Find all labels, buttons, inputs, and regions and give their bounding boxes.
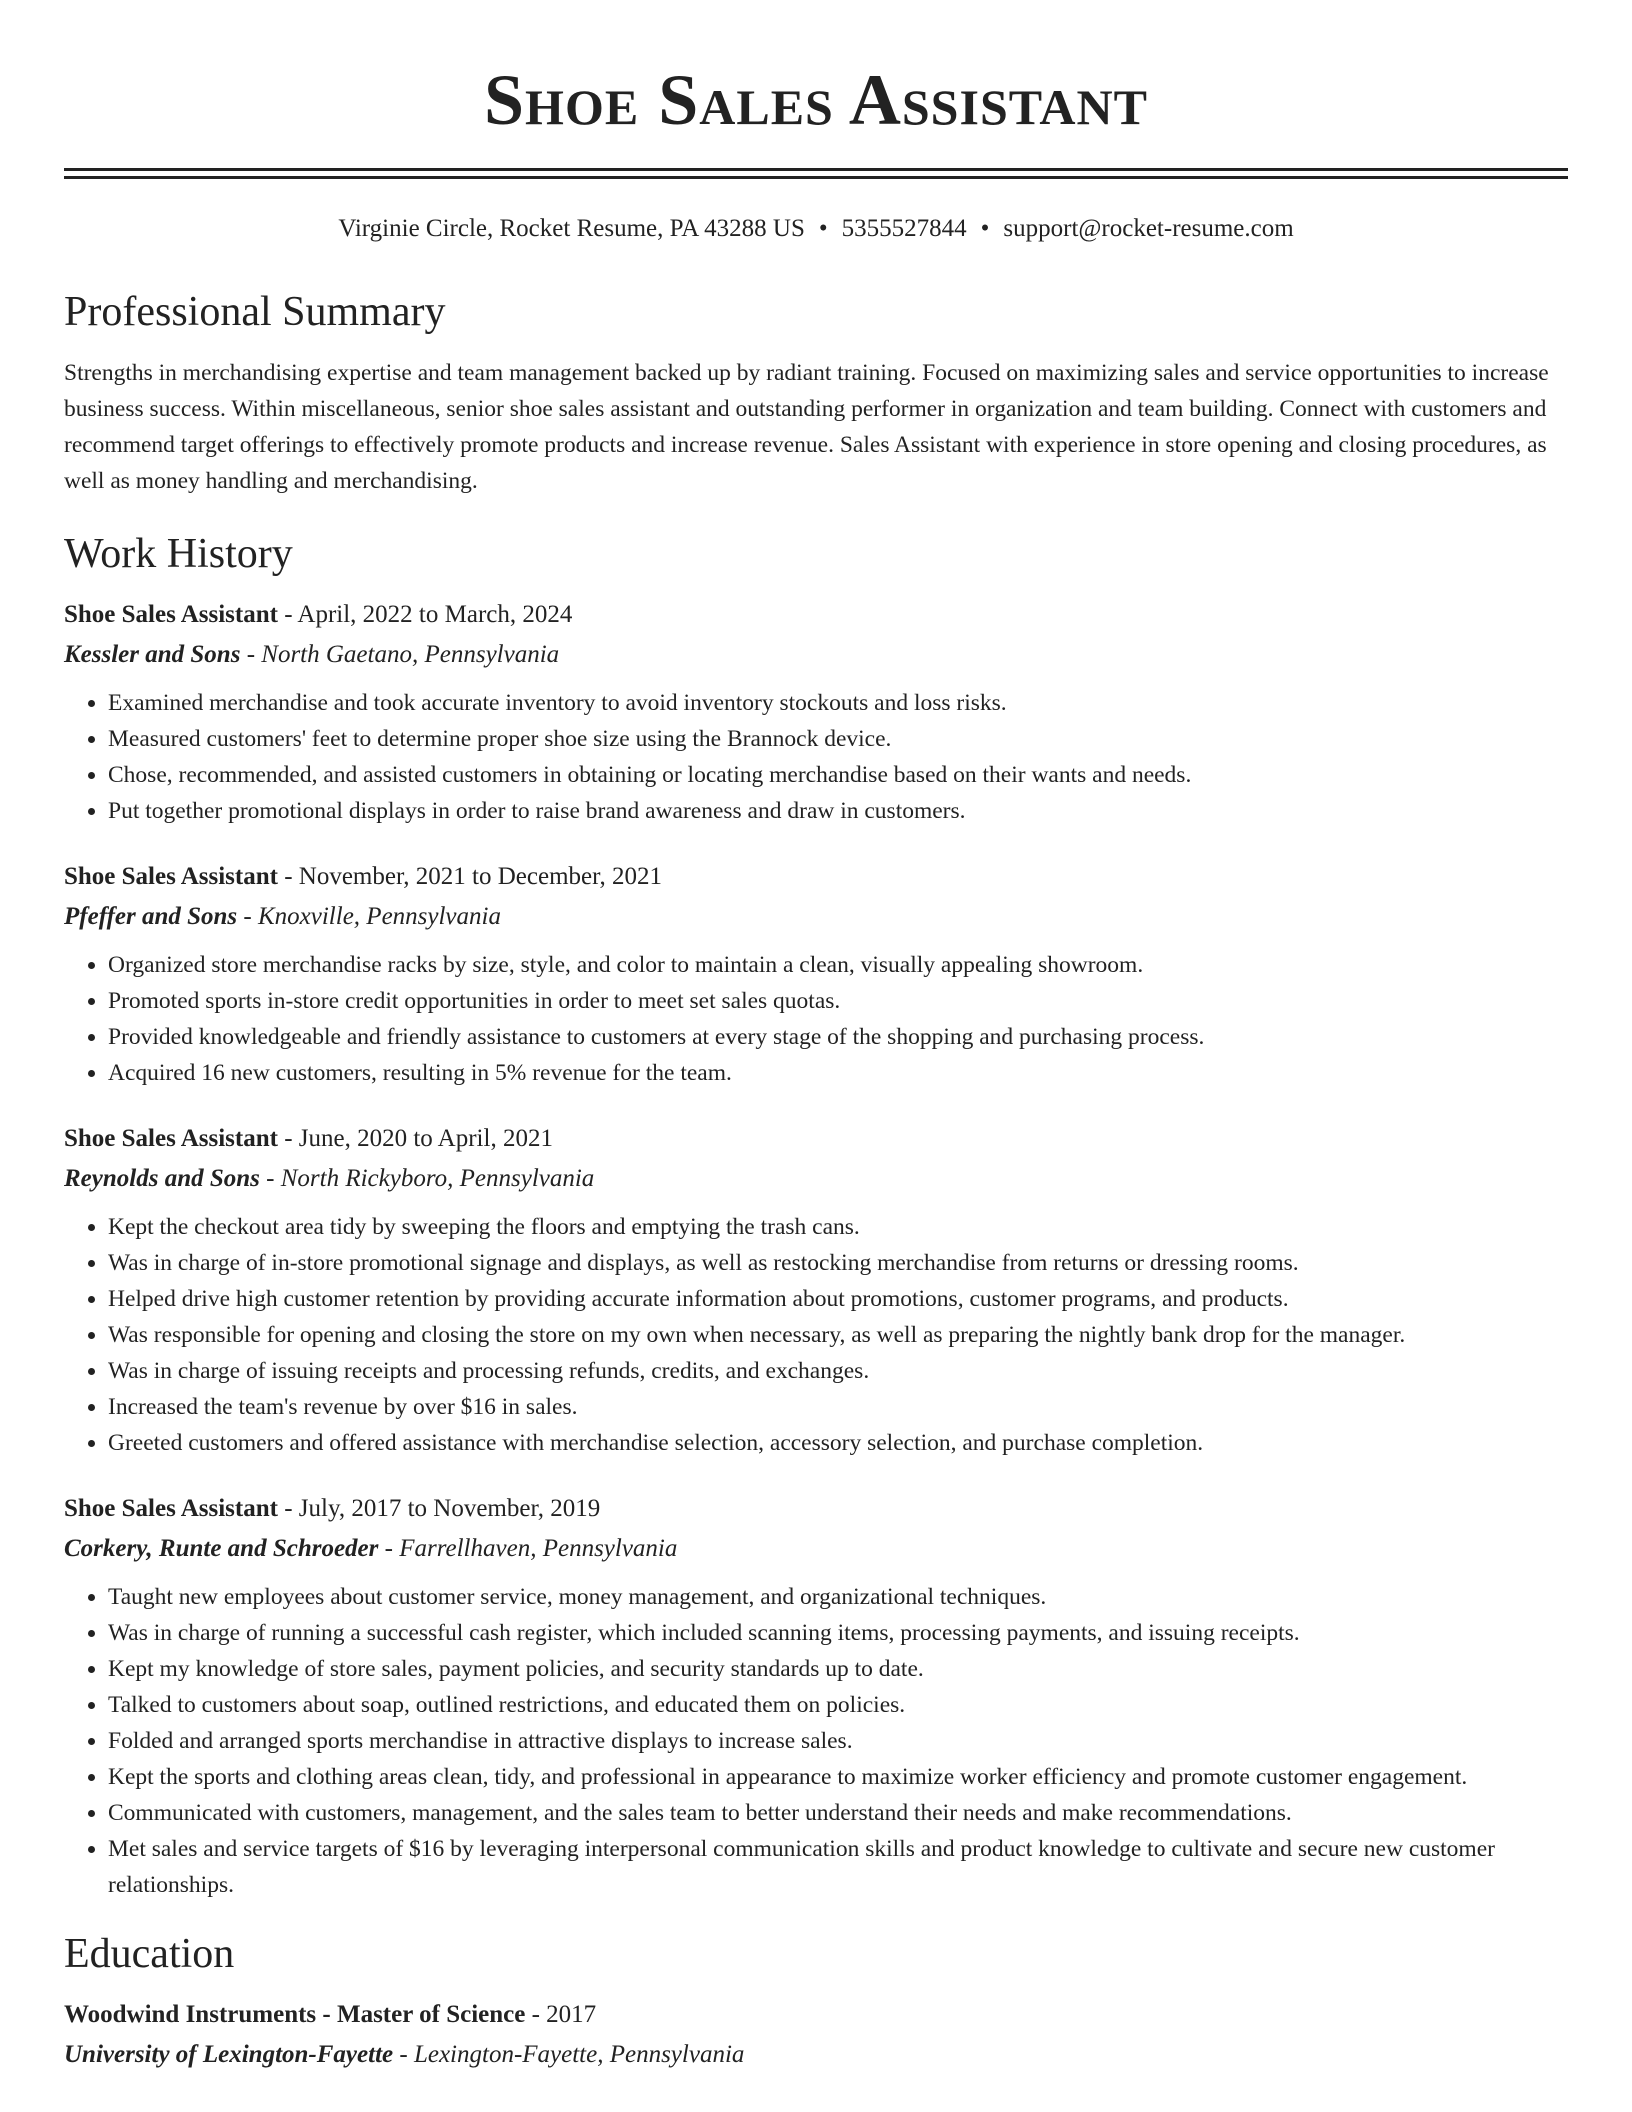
job-bullet: • Kept my knowledge of store sales, payment policies, and security standards up to date. bbox=[108, 1651, 1568, 1687]
job-bullet: • Greeted customers and offered assistance with merchandise selection, accessory selection, and purchase completion. bbox=[108, 1425, 1568, 1461]
job-entry bbox=[64, 1489, 1568, 1903]
education-school: University of Lexington-Fayette bbox=[64, 2041, 394, 2068]
job-role: Shoe Sales Assistant bbox=[64, 1125, 278, 1152]
job-bullet: • Promoted sports in-store credit opportunities in order to meet set sales quotas. bbox=[108, 983, 1568, 1019]
job-dates: - June, 2020 to April, 2021 bbox=[277, 1125, 553, 1152]
job-bullet: • Chose, recommended, and assisted customers in obtaining or locating merchandise based on their wants and needs. bbox=[108, 757, 1568, 793]
summary-text: Strengths in merchandising expertise and team management backed up by radiant training. Focused on maximizing sales and service opportunities to increase business success. Within miscellaneous, senior shoe sales assistant and outstanding performer in organization and team building. Connect with customers and recommend target offerings to effectively promote products and increase revenue. Sales Assistant with experience in store opening and closing procedures, as well as money handling and merchandising. bbox=[64, 360, 1549, 494]
job-header bbox=[64, 595, 1568, 635]
job-header bbox=[64, 1119, 1568, 1159]
job-bullet: • Put together promotional displays in order to raise brand awareness and draw in customers. bbox=[108, 793, 1568, 829]
job-company: Pfeffer and Sons bbox=[64, 903, 238, 930]
job-dates: - July, 2017 to November, 2019 bbox=[277, 1495, 601, 1522]
job-bullet: • Was responsible for opening and closing the store on my own when necessary, as well as preparing the nightly bank drop for the manager. bbox=[108, 1317, 1568, 1353]
job-bullet: • Kept the checkout area tidy by sweeping the floors and emptying the trash cans. bbox=[108, 1209, 1568, 1245]
job-bullet: • Organized store merchandise racks by size, style, and color to maintain a clean, visually appealing showroom. bbox=[108, 947, 1568, 983]
education-location: - Lexington-Fayette, Pennsylvania bbox=[393, 2041, 745, 2068]
job-bullet: • Measured customers' feet to determine proper shoe size using the Brannock device. bbox=[108, 721, 1568, 757]
education-degree: Woodwind Instruments - Master of Science bbox=[64, 2001, 526, 2028]
job-bullets bbox=[64, 947, 1568, 1091]
contact-address: Virginie Circle, Rocket Resume, PA 43288 US bbox=[338, 215, 805, 242]
job-employer bbox=[64, 1159, 1568, 1199]
job-header bbox=[64, 1489, 1568, 1529]
job-location: - Farrellhaven, Pennsylvania bbox=[378, 1535, 678, 1562]
contact-line bbox=[64, 213, 1568, 245]
job-company: Reynolds and Sons bbox=[64, 1165, 260, 1192]
education-school-line bbox=[64, 2035, 1568, 2075]
job-role: Shoe Sales Assistant bbox=[64, 1495, 278, 1522]
job-employer bbox=[64, 635, 1568, 675]
education-heading: Education bbox=[64, 1931, 235, 1977]
job-bullet: • Talked to customers about soap, outlined restrictions, and educated them on policies. bbox=[108, 1687, 1568, 1723]
education-header bbox=[64, 1995, 1568, 2035]
job-bullet: • Examined merchandise and took accurate inventory to avoid inventory stockouts and loss risks. bbox=[108, 685, 1568, 721]
job-bullet: • Was in charge of in-store promotional signage and displays, as well as restocking merchandise from returns or dressing rooms. bbox=[108, 1245, 1568, 1281]
job-dates: - November, 2021 to December, 2021 bbox=[277, 863, 662, 890]
job-employer bbox=[64, 897, 1568, 937]
contact-email: support@rocket-resume.com bbox=[1003, 215, 1294, 242]
contact-separator: • bbox=[980, 215, 990, 242]
job-bullets bbox=[64, 1209, 1568, 1461]
job-entry bbox=[64, 857, 1568, 1091]
job-employer bbox=[64, 1529, 1568, 1569]
job-bullet: • Increased the team's revenue by over $16 in sales. bbox=[108, 1389, 1568, 1425]
job-bullet: • Communicated with customers, management, and the sales team to better understand their needs and make recommendations. bbox=[108, 1795, 1568, 1831]
job-bullet: • Acquired 16 new customers, resulting in 5% revenue for the team. bbox=[108, 1055, 1568, 1091]
contact-phone: 5355527844 bbox=[841, 215, 967, 242]
education-entry bbox=[64, 1995, 1568, 2075]
job-bullet: • Kept the sports and clothing areas clean, tidy, and professional in appearance to maximize worker efficiency and promote customer engagement. bbox=[108, 1759, 1568, 1795]
job-dates: - April, 2022 to March, 2024 bbox=[277, 601, 573, 628]
job-company: Corkery, Runte and Schroeder bbox=[64, 1535, 379, 1562]
job-bullet: • Met sales and service targets of $16 by leveraging interpersonal communication skills and product knowledge to cultivate and secure new customer relationships. bbox=[108, 1831, 1568, 1903]
contact-separator: • bbox=[818, 215, 828, 242]
job-entry bbox=[64, 595, 1568, 829]
header-double-rule bbox=[64, 168, 1568, 179]
job-location: - Knoxville, Pennsylvania bbox=[237, 903, 501, 930]
job-entry bbox=[64, 1119, 1568, 1461]
job-bullets bbox=[64, 685, 1568, 829]
job-bullet: • Helped drive high customer retention by providing accurate information about promotions, customer programs, and products. bbox=[108, 1281, 1568, 1317]
education-year: - 2017 bbox=[525, 2001, 597, 2028]
job-location: - North Gaetano, Pennsylvania bbox=[240, 641, 560, 668]
job-location: - North Rickyboro, Pennsylvania bbox=[259, 1165, 595, 1192]
summary-heading: Professional Summary bbox=[64, 289, 446, 335]
job-role: Shoe Sales Assistant bbox=[64, 863, 278, 890]
job-role: Shoe Sales Assistant bbox=[64, 601, 278, 628]
job-bullet: • Taught new employees about customer service, money management, and organizational techniques. bbox=[108, 1579, 1568, 1615]
resume-name: Shoe Sales Assistant bbox=[484, 60, 1148, 140]
job-bullet: • Provided knowledgeable and friendly assistance to customers at every stage of the shopping and purchasing process. bbox=[108, 1019, 1568, 1055]
job-bullet: • Was in charge of issuing receipts and processing refunds, credits, and exchanges. bbox=[108, 1353, 1568, 1389]
job-bullet: • Was in charge of running a successful cash register, which included scanning items, processing payments, and issuing receipts. bbox=[108, 1615, 1568, 1651]
job-company: Kessler and Sons bbox=[64, 641, 241, 668]
job-bullets bbox=[64, 1579, 1568, 1903]
job-bullet: • Folded and arranged sports merchandise in attractive displays to increase sales. bbox=[108, 1723, 1568, 1759]
job-header bbox=[64, 857, 1568, 897]
work-history-heading: Work History bbox=[64, 531, 293, 577]
